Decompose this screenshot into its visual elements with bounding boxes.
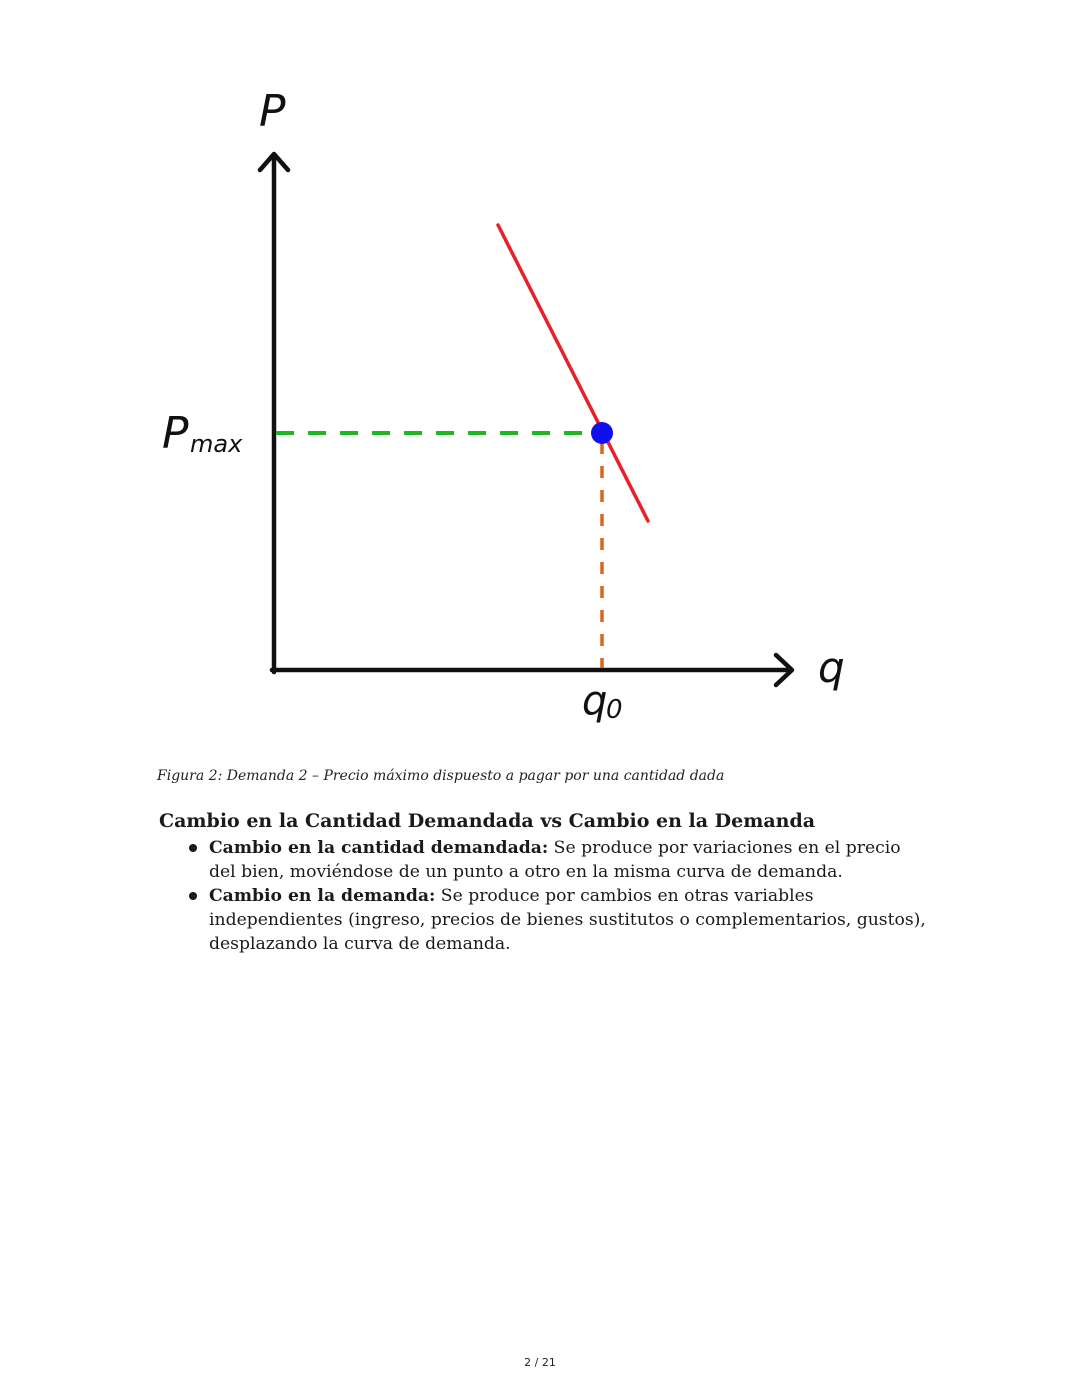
bullet-list xyxy=(187,836,927,956)
list-item-text: Se produce por cambios en otras variables independientes (ingreso, precios de bienes sustitutos o complementarios, gustos), desplazando la curva de demanda. xyxy=(209,886,926,954)
figure-caption: Figura 2: Demanda 2 – Precio máximo dispuesto a pagar por una cantidad dada xyxy=(157,768,725,784)
list-item-term: Cambio en la cantidad demandada: xyxy=(209,838,549,858)
price-marker-subscript: max xyxy=(190,430,243,458)
list-item xyxy=(187,836,927,884)
list-item-text: Se produce por variaciones en el precio del bien, moviéndose de un punto a otro en la misma curva de demanda. xyxy=(209,838,901,882)
quantity-marker-subscript: 0 xyxy=(606,695,623,725)
price-quantity-point xyxy=(591,422,613,444)
list-item-term: Cambio en la demanda: xyxy=(209,886,436,906)
list-item xyxy=(187,884,927,956)
price-marker-label: P xyxy=(162,408,189,459)
section-title: Cambio en la Cantidad Demandada vs Cambio en la Demanda xyxy=(159,810,816,832)
page-number: 2 / 21 xyxy=(524,1356,556,1369)
y-axis-label: P xyxy=(259,86,286,137)
demand-curve xyxy=(498,225,648,521)
quantity-marker-label: q xyxy=(582,678,608,724)
demand-diagram xyxy=(150,80,870,740)
x-axis-label: q xyxy=(818,643,845,692)
